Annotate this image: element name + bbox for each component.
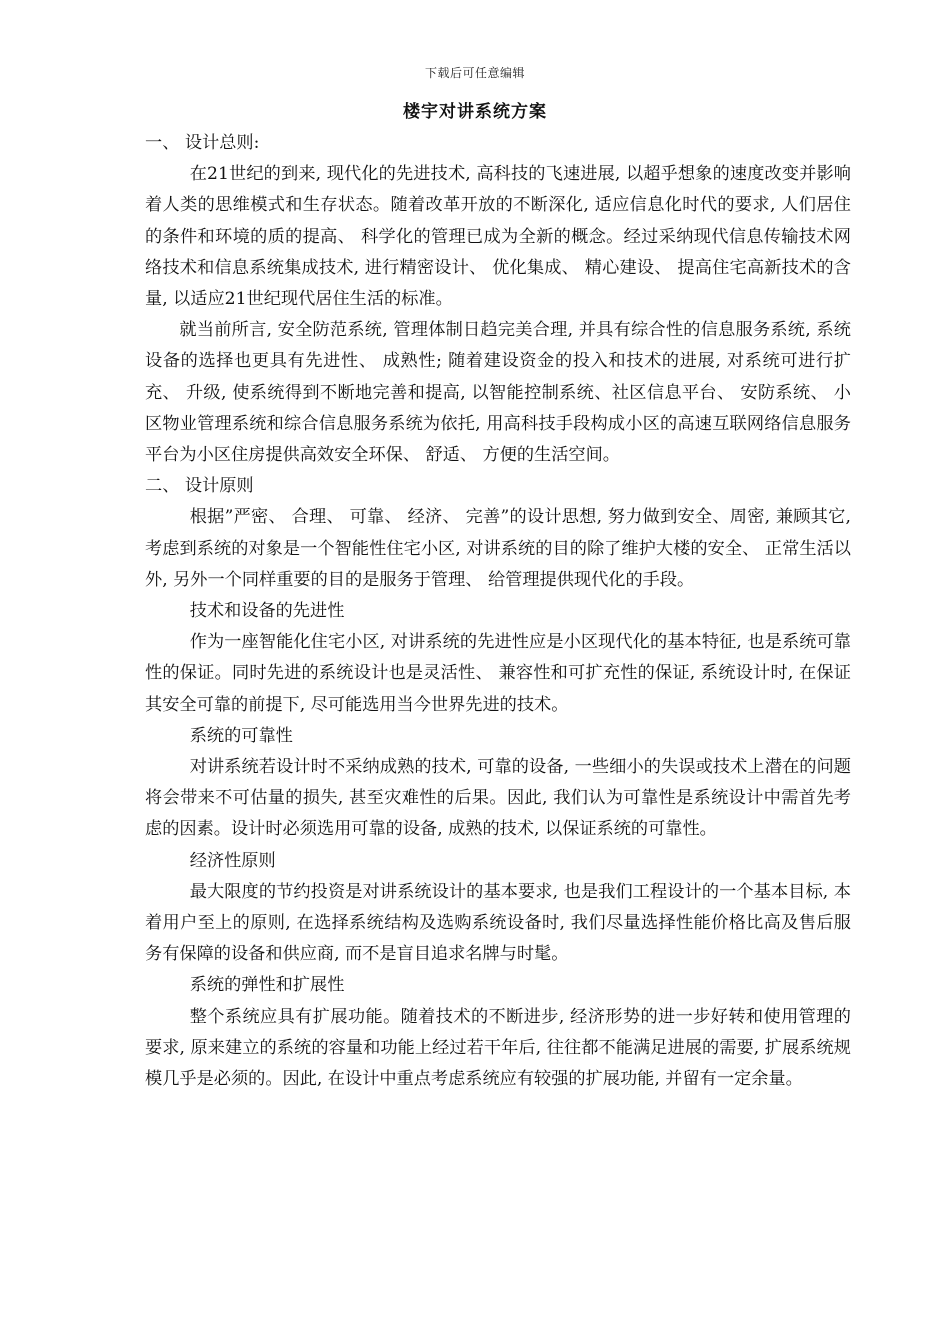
section-2-heading: 二、 设计原则 xyxy=(145,476,254,497)
section-1-paragraph-2: 就当前所言, 安全防范系统, 管理体制日趋完美合理, 并具有综合性的信息服务系统, 系统设备的选择也更具有先进性、 成熟性; 随着建设资金的投入和技术的进展, 对系统可进行扩充、 升级, 使系统得到不断地完善和提高, 以智能控制系统、社区信息平台、 安防系统、 小区物业管理系统和综合信息服务系统为依托, 用高科技手段构成小区的高速互联网络信息服务平台为小区住房提供高效安全环保、 舒适、 方便的生活空间。 xyxy=(145,320,851,466)
subsection-2-heading: 系统的可靠性 xyxy=(189,725,293,746)
section-2-paragraph-1: 根据”严密、 合理、 可靠、 经济、 完善”的设计思想, 努力做到安全、周密, 兼顾其它, 考虑到系统的对象是一个智能性住宅小区, 对讲系统的目的除了维护大楼的安全、 正常生活以外, 另外一个同样重要的目的是服务于管理、 给管理提供现代化的手段。 xyxy=(145,507,851,590)
subsection-3-heading: 经济性原则 xyxy=(189,850,276,871)
subsection-1-paragraph: 作为一座智能化住宅小区, 对讲系统的先进性应是小区现代化的基本特征, 也是系统可靠性的保证。同时先进的系统设计也是灵活性、 兼容性和可扩充性的保证, 系统设计时, 在保证其安全可靠的前提下, 尽可能选用当今世界先进的技术。 xyxy=(145,632,851,715)
section-1-paragraph-1: 在21世纪的到来, 现代化的先进技术, 高科技的飞速进展, 以超乎想象的速度改变并影响着人类的思维模式和生存状态。随着改革开放的不断深化, 适应信息化时代的要求, 人们居住的条件和环境的质的提高、 科学化的管理已成为全新的概念。经过采纳现代信息传输技术网络技术和信息系统集成技术, 进行精密设计、 优化集成、 精心建设、 提高住宅高新技术的含量, 以适应21世纪现代居住生活的标准。 xyxy=(145,164,851,310)
subsection-1-heading: 技术和设备的先进性 xyxy=(189,601,345,622)
subsection-4-paragraph: 整个系统应具有扩展功能。随着技术的不断进步, 经济形势的进一步好转和使用管理的要求, 原来建立的系统的容量和功能上经过若干年后, 往往都不能满足进展的需要, 扩展系统规模几乎是必须的。因此, 在设计中重点考虑系统应有较强的扩展功能, 并留有一定余量。 xyxy=(145,1006,851,1090)
page-header: 下载后可任意编辑 xyxy=(424,66,525,80)
subsection-2-paragraph: 对讲系统若设计时不采纳成熟的技术, 可靠的设备, 一些细小的失误或技术上潜在的问题将会带来不可估量的损失, 甚至灾难性的后果。因此, 我们认为可靠性是系统设计中需首先考虑的因素。设计时必须选用可靠的设备, 成熟的技术, 以保证系统的可靠性。 xyxy=(145,757,851,840)
section-1-heading: 一、 设计总则: xyxy=(145,133,260,153)
subsection-3-paragraph: 最大限度的节约投资是对讲系统设计的基本要求, 也是我们工程设计的一个基本目标, 本着用户至上的原则, 在选择系统结构及选购系统设备时, 我们尽量选择性能价格比高及售后服务有保障的设备和供应商, 而不是盲目追求名牌与时髦。 xyxy=(145,881,851,965)
subsection-4-heading: 系统的弹性和扩展性 xyxy=(189,975,345,996)
document-title: 楼宇对讲系统方案 xyxy=(403,102,547,122)
document-body xyxy=(145,128,851,1095)
